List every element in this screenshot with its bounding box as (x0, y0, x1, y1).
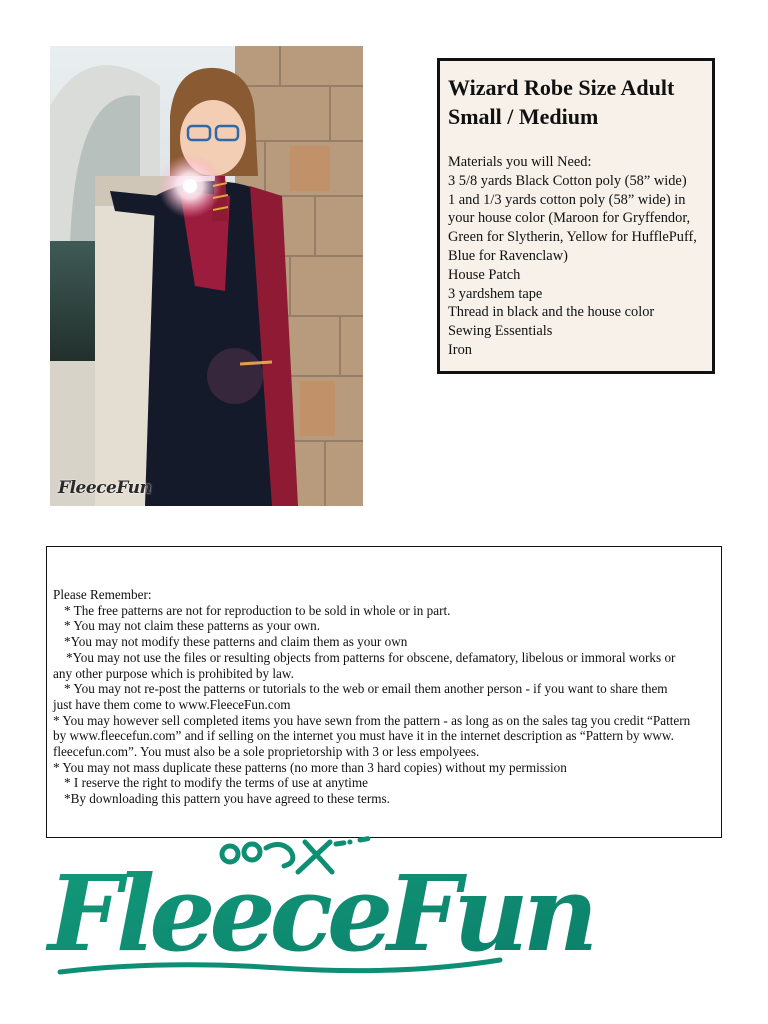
terms-line: * The free patterns are not for reproduction to be sold in whole or in part. (64, 602, 451, 618)
materials-line: Thread in black and the house color (448, 304, 655, 321)
terms-line: just have them come to www.FleeceFun.com (53, 696, 291, 712)
materials-box (437, 58, 715, 374)
terms-line: * You may however sell completed items you have sewn from the pattern - as long as on the sales tag you credit “Pattern (53, 712, 691, 728)
materials-line: 3 5/8 yards Black Cotton poly (58” wide) (448, 172, 687, 189)
title-line: Small / Medium (448, 104, 599, 129)
terms-line: any other purpose which is prohibited by law. (53, 665, 294, 681)
logo-art (40, 832, 593, 982)
materials-line: 3 yardshem tape (448, 285, 543, 302)
terms-line: *You may not use the files or resulting objects from patterns for obscene, defamatory, libelous or immoral works or (66, 649, 676, 665)
terms-text (53, 587, 709, 807)
materials-list (448, 153, 712, 360)
terms-line: *By downloading this pattern you have agreed to these terms. (64, 791, 390, 807)
materials-line: Blue for Ravenclaw) (448, 247, 568, 264)
materials-line: House Patch (448, 266, 521, 283)
photo-illustration (50, 46, 363, 506)
terms-line: fleecefun.com”. You must also be a sole proprietorship with 3 or less empolyees. (53, 744, 480, 760)
photo-watermark-logo: FleeceFun (58, 478, 152, 498)
robe-photo (50, 46, 363, 506)
fleecefun-logo (40, 832, 593, 982)
terms-line: *You may not modify these patterns and claim them as your own (64, 634, 408, 650)
terms-line: * You may not mass duplicate these patterns (no more than 3 hard copies) without my permission (53, 759, 567, 775)
materials-line: Sewing Essentials (448, 323, 553, 340)
terms-line: by www.fleecefun.com” and if selling on the internet you must have it in the internet description as “Pattern by www. (53, 728, 674, 744)
materials-line: Green for Slytherin, Yellow for HufflePuff, (448, 229, 697, 246)
terms-heading: Please Remember: (53, 587, 152, 602)
terms-line: * I reserve the right to modify the terms of use at anytime (64, 775, 368, 791)
materials-line: Materials you will Need: (448, 154, 592, 170)
materials-line: 1 and 1/3 yards cotton poly (58” wide) in (448, 191, 686, 208)
terms-line: * You may not claim these patterns as your own. (64, 618, 321, 634)
materials-title (448, 73, 712, 131)
logo-wordmark: FleeceFun (48, 852, 593, 975)
terms-line: * You may not re-post the patterns or tutorials to the web or email them another person - if you want to share them (64, 681, 668, 697)
terms-box (46, 546, 722, 838)
materials-line: Iron (448, 341, 472, 358)
title-line: Wizard Robe Size Adult (448, 75, 675, 100)
materials-line: your house color (Maroon for Gryffendor, (448, 210, 691, 227)
